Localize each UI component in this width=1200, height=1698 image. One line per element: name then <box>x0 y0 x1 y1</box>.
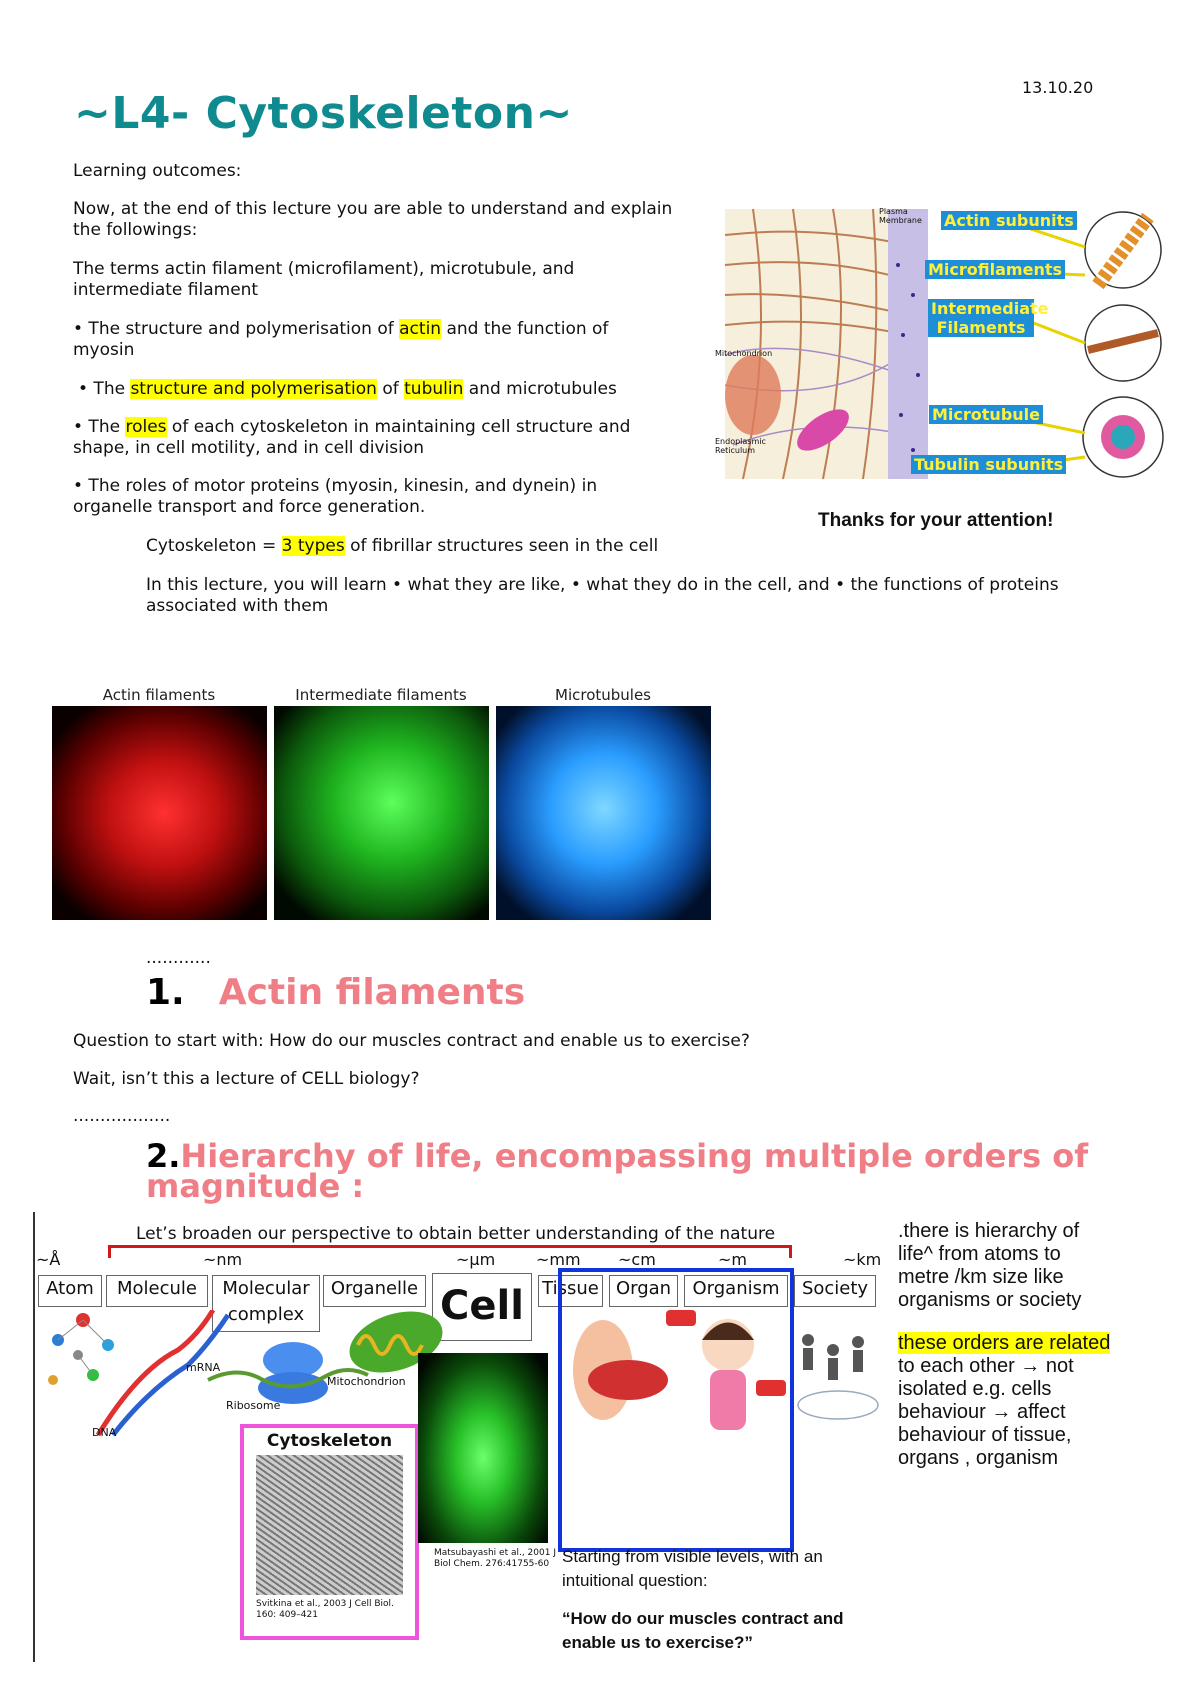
separator-dots: ............ <box>146 948 211 968</box>
outcome-text: Cytoskeleton = <box>146 536 282 556</box>
visible-levels-box <box>558 1268 794 1552</box>
highlight-roles: roles <box>125 417 167 437</box>
section-1-title: Actin filaments <box>218 972 526 1013</box>
label-plasma-membrane: Plasma Membrane <box>879 207 922 225</box>
citation-svitkina: Svitkina et al., 2003 J Cell Biol. 160: 409–421 <box>256 1599 394 1620</box>
micro-label-microtubules: Microtubules <box>555 686 651 704</box>
label-actin-subunits: Actin subunits <box>941 211 1077 230</box>
outcome-text: and microtubules <box>463 379 617 399</box>
level-society: Society <box>794 1275 876 1307</box>
level-tissue: Tissue <box>538 1275 603 1307</box>
level-organ: Organ <box>609 1275 678 1307</box>
level-molecular-complex: Molecular complex <box>212 1275 320 1332</box>
side-note-related <box>898 1332 1118 1470</box>
label-intermediate-filaments: Intermediate Filaments <box>928 299 1034 337</box>
hierarchy-banner: Let’s broaden our perspective to obtain better understanding of the nature <box>136 1224 776 1244</box>
highlight-orders-related: these orders are related <box>898 1332 1111 1354</box>
page-title: ~L4- Cytoskeleton~ <box>74 88 573 139</box>
cytoskeleton-highlight-box <box>240 1424 419 1640</box>
lecture-date: 13.10.20 <box>1022 78 1094 97</box>
section-2-number: 2. <box>146 1137 181 1175</box>
question-cell-biology: Wait, isn’t this a lecture of CELL biology? <box>73 1069 420 1089</box>
cytoskeleton-box-title: Cytoskeleton <box>266 1431 393 1451</box>
level-organelle: Organelle <box>323 1275 426 1307</box>
question-intro: Starting from visible levels, with an intuitional question: <box>562 1547 823 1590</box>
label-dna: DNA <box>92 1426 117 1439</box>
ribosome-icon <box>208 1342 368 1404</box>
level-cell: Cell <box>432 1273 532 1341</box>
label-mrna: mRNA <box>186 1361 221 1374</box>
outcome-text: of fibrillar structures seen in the cell <box>344 536 659 556</box>
citation-matsubayashi: Matsubayashi et al., 2001 J Biol Chem. 276:41755-60 <box>434 1548 556 1569</box>
lecture-learn: In this lecture, you will learn • what they are like, • what they do in the cell, and • the functions of proteins associated with them <box>146 575 1059 616</box>
cytoskeleton-diagram <box>713 205 1183 487</box>
scale-m: ~m <box>718 1250 747 1269</box>
section-2-title: Hierarchy of life, encompassing multiple orders of magnitude : <box>146 1137 1089 1205</box>
level-molecule: Molecule <box>106 1275 208 1307</box>
highlight-actin: actin <box>399 319 442 339</box>
side-note-text: to each other → not isolated e.g. cells behaviour → affect behaviour of tissue, organs , organism <box>898 1355 1074 1469</box>
micro-label-intermediate: Intermediate filaments <box>295 686 467 704</box>
outcome-text: • The <box>73 417 126 437</box>
label-tubulin-subunits: Tubulin subunits <box>911 455 1066 474</box>
outcome-bullet-2 <box>78 379 698 400</box>
label-endoplasmic-reticulum: Endoplasmic Reticulum <box>715 437 766 455</box>
outcomes-intro: Now, at the end of this lecture you are able to understand and explain the followings: <box>73 199 673 240</box>
outcome-bullet-4: • The roles of motor proteins (myosin, kinesin, and dynein) in organelle transport and force generation. <box>73 476 598 517</box>
outcome-text: of <box>376 379 405 399</box>
highlight-tubulin: tubulin <box>404 379 464 399</box>
scale-nm: ~nm <box>203 1250 243 1269</box>
label-mitochondrion-small: Mitochondrion <box>327 1375 406 1388</box>
scale-angstrom: ~Å <box>36 1250 61 1269</box>
question-muscles: Question to start with: How do our muscles contract and enable us to exercise? <box>73 1031 750 1051</box>
question-muscles-quote: “How do our muscles contract and enable us to exercise?” <box>562 1609 844 1652</box>
outcome-text: • The <box>78 379 131 399</box>
outcomes-terms: The terms actin filament (microfilament), microtubule, and intermediate filament <box>73 259 575 300</box>
cytoskeleton-types <box>146 536 658 557</box>
micro-label-actin: Actin filaments <box>102 686 216 704</box>
label-microtubule: Microtubule <box>929 405 1043 424</box>
micro-image-actin <box>52 706 267 920</box>
label-ribosome: Ribosome <box>226 1399 281 1412</box>
outcomes-heading: Learning outcomes: <box>73 161 242 181</box>
section-2-heading <box>146 1137 1126 1205</box>
scale-mm: ~mm <box>536 1250 581 1269</box>
society-icon <box>798 1334 878 1419</box>
outcome-bullet-1 <box>73 319 673 361</box>
outcome-text: and the function of myosin <box>73 319 609 360</box>
scale-um: ~µm <box>456 1250 496 1269</box>
outcome-text: of each cytoskeleton in maintaining cell structure and shape, in cell motility, and in cell division <box>73 417 631 458</box>
micro-image-intermediate <box>274 706 489 920</box>
cell-fluorescence-image <box>418 1353 548 1543</box>
label-mitochondrion: Mitochondrion <box>715 349 773 358</box>
label-microfilaments: Microfilaments <box>925 260 1065 279</box>
cytoskeleton-sem-image <box>256 1455 403 1595</box>
highlight-structure: structure and polymerisation <box>130 379 377 399</box>
thanks-caption: Thanks for your attention! <box>818 510 1054 531</box>
outcome-text: • The structure and polymerisation of <box>73 319 400 339</box>
side-note-hierarchy: .there is hierarchy of life^ from atoms to metre /km size like organisms or society <box>898 1220 1082 1311</box>
scale-cm: ~cm <box>618 1250 656 1269</box>
section-1-heading <box>146 972 525 1013</box>
scale-km: ~km <box>843 1250 882 1269</box>
micro-image-microtubules <box>496 706 711 920</box>
section-1-number: 1. <box>146 972 185 1013</box>
outcome-bullet-3 <box>73 417 673 459</box>
figure-left-rule <box>33 1212 35 1662</box>
atom-molecule-icon <box>48 1313 114 1385</box>
level-organism: Organism <box>684 1275 788 1307</box>
highlight-3-types: 3 types <box>281 536 345 556</box>
separator-dots-2: .................. <box>73 1106 171 1126</box>
level-atom: Atom <box>38 1275 102 1307</box>
